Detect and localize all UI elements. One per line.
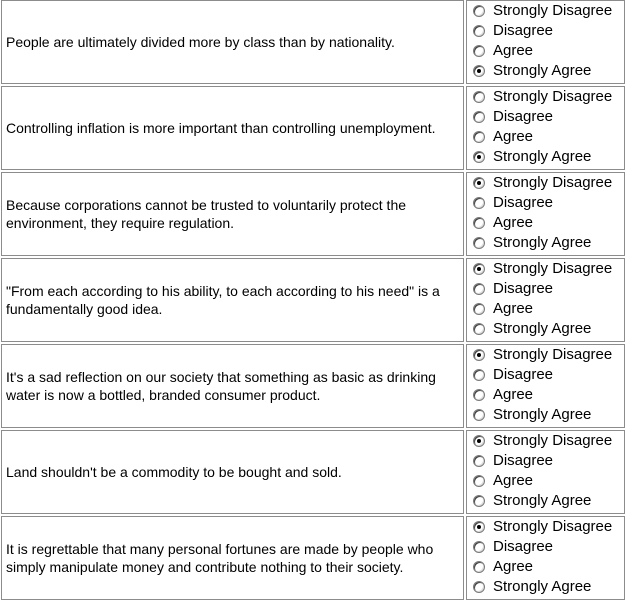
option-agree[interactable]: [467, 557, 624, 577]
option-strongly-disagree[interactable]: [467, 345, 624, 365]
option-disagree[interactable]: [467, 21, 624, 41]
option-label[interactable]: Agree: [493, 42, 534, 59]
question-row: [0, 0, 625, 86]
option-label[interactable]: Agree: [493, 558, 534, 575]
radio-button[interactable]: [473, 25, 485, 37]
radio-button[interactable]: [473, 303, 485, 315]
answer-options: [466, 430, 625, 514]
answer-options: [466, 86, 625, 170]
option-disagree[interactable]: [467, 365, 624, 385]
option-label[interactable]: Disagree: [493, 22, 554, 39]
radio-ring-icon: [473, 541, 485, 553]
question-row: [0, 344, 625, 430]
question-cell: [1, 344, 464, 428]
option-label[interactable]: Disagree: [493, 280, 554, 297]
radio-ring-icon: [473, 131, 485, 143]
radio-dot-icon: [477, 69, 481, 73]
radio-button[interactable]: [473, 521, 485, 533]
option-disagree[interactable]: [467, 451, 624, 471]
option-label[interactable]: Agree: [493, 300, 534, 317]
question-text: "From each according to his ability, to each according to his need" is a fundamentally good idea.: [6, 283, 440, 317]
radio-ring-icon: [473, 581, 485, 593]
radio-ring-icon: [473, 495, 485, 507]
radio-dot-icon: [477, 181, 481, 185]
radio-button[interactable]: [473, 217, 485, 229]
option-strongly-disagree[interactable]: [467, 431, 624, 451]
radio-ring-icon: [473, 197, 485, 209]
option-label[interactable]: Strongly Agree: [493, 406, 592, 423]
radio-ring-icon: [473, 475, 485, 487]
option-strongly-agree[interactable]: [467, 61, 624, 81]
question-text: It is regrettable that many personal fortunes are made by people who simply manipulate money and contribute nothing to their society.: [6, 541, 434, 575]
radio-button[interactable]: [473, 541, 485, 553]
radio-button[interactable]: [473, 263, 485, 275]
option-label[interactable]: Strongly Disagree: [493, 432, 613, 449]
radio-ring-icon: [473, 369, 485, 381]
option-strongly-agree[interactable]: [467, 491, 624, 511]
option-label[interactable]: Disagree: [493, 538, 554, 555]
radio-ring-icon: [473, 323, 485, 335]
radio-button[interactable]: [473, 495, 485, 507]
radio-ring-icon: [473, 111, 485, 123]
radio-button[interactable]: [473, 45, 485, 57]
option-label[interactable]: Strongly Agree: [493, 320, 592, 337]
radio-button[interactable]: [473, 561, 485, 573]
radio-dot-icon: [477, 267, 481, 271]
radio-button[interactable]: [473, 581, 485, 593]
option-strongly-agree[interactable]: [467, 577, 624, 597]
radio-button[interactable]: [473, 65, 485, 77]
radio-button[interactable]: [473, 409, 485, 421]
option-label[interactable]: Disagree: [493, 108, 554, 125]
radio-button[interactable]: [473, 475, 485, 487]
radio-button[interactable]: [473, 177, 485, 189]
radio-button[interactable]: [473, 5, 485, 17]
option-label[interactable]: Strongly Disagree: [493, 2, 613, 19]
question-cell: [1, 430, 464, 514]
option-label[interactable]: Strongly Agree: [493, 492, 592, 509]
option-agree[interactable]: [467, 41, 624, 61]
question-text: Controlling inflation is more important than controlling unemployment.: [6, 120, 436, 136]
question-cell: [1, 258, 464, 342]
question-row: [0, 258, 625, 344]
option-strongly-disagree[interactable]: [467, 259, 624, 279]
option-label[interactable]: Agree: [493, 386, 534, 403]
option-label[interactable]: Strongly Disagree: [493, 518, 613, 535]
option-disagree[interactable]: [467, 107, 624, 127]
option-label[interactable]: Strongly Agree: [493, 234, 592, 251]
question-cell: [1, 516, 464, 600]
answer-options: [466, 344, 625, 428]
question-text: It's a sad reflection on our society that something as basic as drinking water is now a bottled, branded consumer product.: [6, 369, 436, 403]
option-label[interactable]: Strongly Disagree: [493, 346, 613, 363]
answer-options: [466, 0, 625, 84]
option-agree[interactable]: [467, 127, 624, 147]
radio-ring-icon: [473, 45, 485, 57]
radio-button[interactable]: [473, 283, 485, 295]
option-label[interactable]: Strongly Agree: [493, 578, 592, 595]
answer-options: [466, 258, 625, 342]
radio-button[interactable]: [473, 455, 485, 467]
option-label[interactable]: Disagree: [493, 366, 554, 383]
radio-button[interactable]: [473, 349, 485, 361]
question-text: Land shouldn't be a commodity to be bought and sold.: [6, 464, 342, 480]
option-agree[interactable]: [467, 299, 624, 319]
option-strongly-agree[interactable]: [467, 147, 624, 167]
option-disagree[interactable]: [467, 279, 624, 299]
answer-options: [466, 172, 625, 256]
radio-button[interactable]: [473, 111, 485, 123]
radio-ring-icon: [473, 303, 485, 315]
option-label[interactable]: Strongly Agree: [493, 148, 592, 165]
radio-dot-icon: [477, 155, 481, 159]
question-row: [0, 516, 625, 602]
option-disagree[interactable]: [467, 193, 624, 213]
radio-button[interactable]: [473, 131, 485, 143]
question-row: [0, 430, 625, 516]
option-label[interactable]: Strongly Agree: [493, 62, 592, 79]
radio-ring-icon: [473, 237, 485, 249]
radio-ring-icon: [473, 389, 485, 401]
radio-ring-icon: [473, 217, 485, 229]
option-strongly-agree[interactable]: [467, 405, 624, 425]
option-strongly-disagree[interactable]: [467, 1, 624, 21]
option-label[interactable]: Agree: [493, 472, 534, 489]
question-row: [0, 86, 625, 172]
option-strongly-disagree[interactable]: [467, 173, 624, 193]
option-label[interactable]: Strongly Disagree: [493, 88, 613, 105]
answer-options: [466, 516, 625, 600]
question-cell: [1, 0, 464, 84]
radio-button[interactable]: [473, 435, 485, 447]
option-label[interactable]: Strongly Disagree: [493, 174, 613, 191]
option-disagree[interactable]: [467, 537, 624, 557]
question-text: People are ultimately divided more by class than by nationality.: [6, 34, 395, 50]
option-strongly-disagree[interactable]: [467, 87, 624, 107]
radio-ring-icon: [473, 91, 485, 103]
question-text: Because corporations cannot be trusted to voluntarily protect the environment, they require regulation.: [6, 197, 407, 231]
option-label[interactable]: Agree: [493, 214, 534, 231]
radio-button[interactable]: [473, 91, 485, 103]
option-agree[interactable]: [467, 471, 624, 491]
radio-ring-icon: [473, 25, 485, 37]
question-row: [0, 172, 625, 258]
option-label[interactable]: Disagree: [493, 194, 554, 211]
question-cell: [1, 86, 464, 170]
option-strongly-agree[interactable]: [467, 233, 624, 253]
radio-ring-icon: [473, 5, 485, 17]
radio-button[interactable]: [473, 151, 485, 163]
radio-dot-icon: [477, 353, 481, 357]
option-label[interactable]: Strongly Disagree: [493, 260, 613, 277]
option-agree[interactable]: [467, 385, 624, 405]
radio-button[interactable]: [473, 323, 485, 335]
radio-button[interactable]: [473, 369, 485, 381]
option-label[interactable]: Agree: [493, 128, 534, 145]
radio-ring-icon: [473, 409, 485, 421]
option-label[interactable]: Disagree: [493, 452, 554, 469]
radio-button[interactable]: [473, 389, 485, 401]
option-strongly-disagree[interactable]: [467, 517, 624, 537]
radio-ring-icon: [473, 455, 485, 467]
radio-dot-icon: [477, 439, 481, 443]
option-strongly-agree[interactable]: [467, 319, 624, 339]
question-cell: [1, 172, 464, 256]
option-agree[interactable]: [467, 213, 624, 233]
radio-button[interactable]: [473, 237, 485, 249]
radio-ring-icon: [473, 561, 485, 573]
radio-button[interactable]: [473, 197, 485, 209]
radio-dot-icon: [477, 525, 481, 529]
radio-ring-icon: [473, 283, 485, 295]
